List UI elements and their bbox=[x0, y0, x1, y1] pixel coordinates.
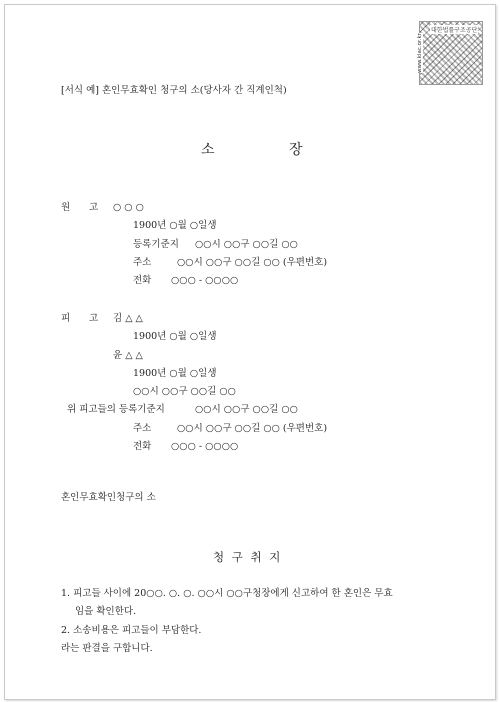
stamp-brand: 대한법률구조공단 bbox=[431, 27, 478, 34]
defendant-address-value: ○○시 ○○구 ○○길 ○○ (우편번호) bbox=[177, 423, 328, 434]
plaintiff-address-value: ○○시 ○○구 ○○길 ○○ (우편번호) bbox=[177, 257, 328, 268]
defendant-address-line: ○○시 ○○구 ○○길 ○○ bbox=[133, 386, 236, 397]
document-page bbox=[4, 4, 496, 700]
claim-line-4: 라는 판결을 구합니다. bbox=[61, 643, 153, 654]
plaintiff-role-char-1: 원 bbox=[61, 202, 71, 213]
defendant-registry-label: 위 피고들의 등록기준지 bbox=[67, 404, 165, 415]
title-char-1: 소 bbox=[201, 142, 215, 158]
form-title: [서식 예] 혼인무효확인 청구의 소(당사자 간 직계인척) bbox=[61, 85, 287, 96]
defendant-name-2: 윤 △ △ bbox=[113, 350, 143, 361]
stamp-url: www.klac.or.kr bbox=[416, 33, 423, 73]
case-name: 혼인무효확인청구의 소 bbox=[61, 492, 156, 503]
defendant-phone-value: ○○○ - ○○○○ bbox=[171, 441, 239, 452]
plaintiff-address-label: 주소 bbox=[133, 257, 152, 268]
plaintiff-registry-label: 등록기준지 bbox=[133, 239, 179, 250]
claim-line-2: 임을 확인한다. bbox=[75, 606, 137, 617]
defendant-birth-2: 1900년 ○월 ○일생 bbox=[133, 368, 217, 379]
plaintiff-phone-value: ○○○ - ○○○○ bbox=[171, 275, 239, 286]
plaintiff-phone-label: 전화 bbox=[133, 275, 152, 286]
defendant-birth-1: 1900년 ○월 ○일생 bbox=[133, 331, 217, 342]
defendant-address-label: 주소 bbox=[133, 423, 152, 434]
defendant-phone-label: 전화 bbox=[133, 441, 152, 452]
claim-line-3: 2. 소송비용은 피고들이 부담한다. bbox=[61, 625, 202, 636]
claim-heading: 청 구 취 지 bbox=[213, 550, 283, 564]
plaintiff-birth: 1900년 ○월 ○일생 bbox=[133, 220, 217, 231]
defendant-role-char-2: 고 bbox=[89, 313, 99, 324]
title-char-2: 장 bbox=[289, 142, 303, 158]
claim-line-1: 1. 피고들 사이에 20○○. ○. ○. ○○시 ○○구청장에게 신고하여 한 혼인은 무효 bbox=[61, 588, 393, 599]
defendant-role-char-1: 피 bbox=[61, 313, 71, 324]
defendant-registry-value: ○○시 ○○구 ○○길 ○○ bbox=[195, 404, 298, 415]
defendant-name-1: 김 △ △ bbox=[113, 313, 143, 324]
plaintiff-name: ○ ○ ○ bbox=[113, 202, 144, 213]
plaintiff-registry-value: ○○시 ○○구 ○○길 ○○ bbox=[195, 239, 298, 250]
qr-code-stamp bbox=[416, 21, 483, 85]
plaintiff-role-char-2: 고 bbox=[89, 202, 99, 213]
